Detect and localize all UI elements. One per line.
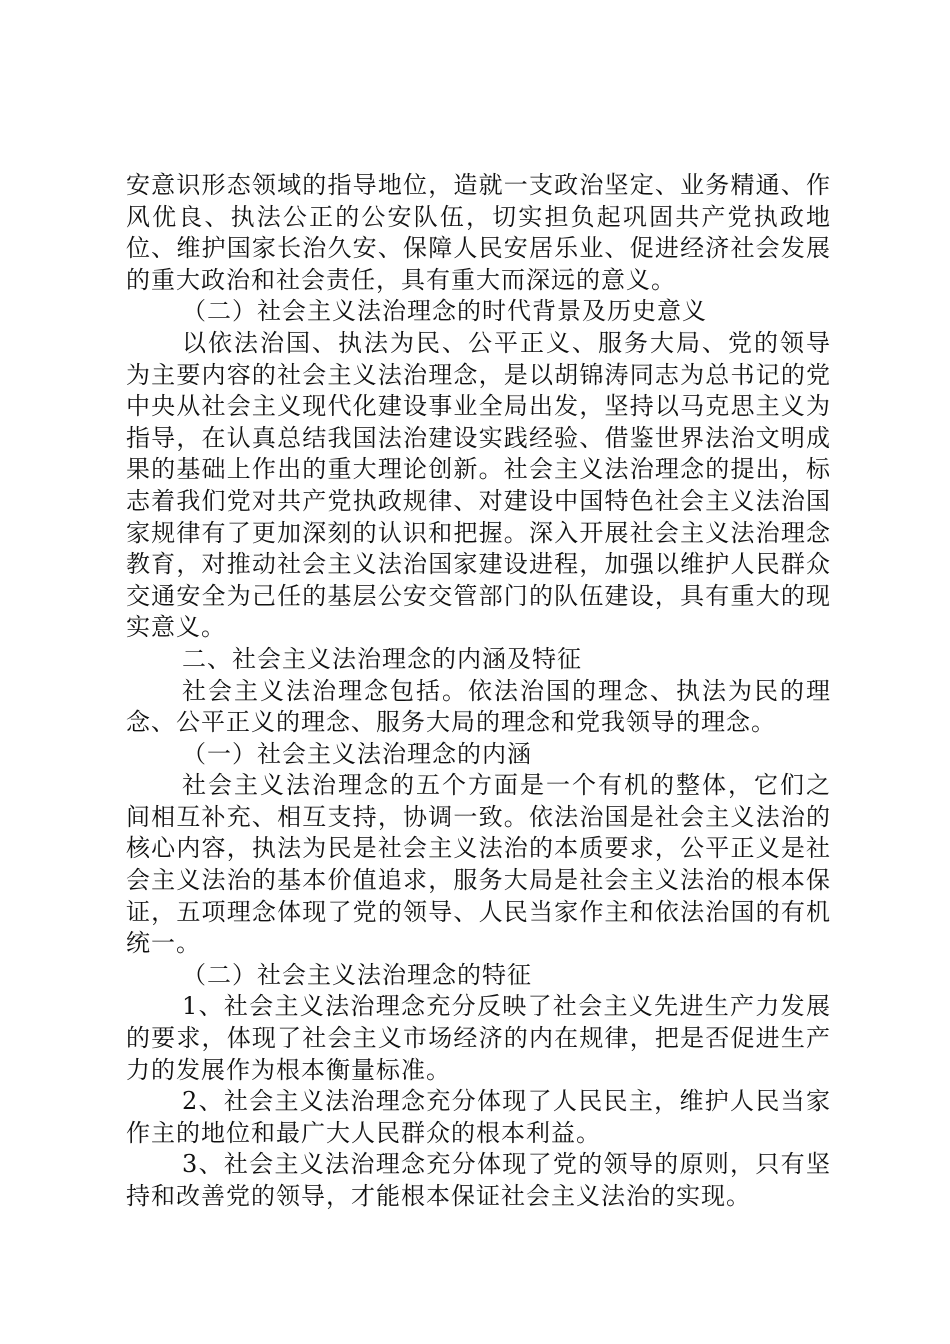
body-paragraph: 以依法治国、执法为民、公平正义、服务大局、党的领导为主要内容的社会主义法治理念，是以胡锦涛同志为总书记的党中央从社会主义现代化建设事业全局出发，坚持以马克思主义为指导，在认真总结我国法治建设实践经验、借鉴世界法治文明成果的基础上作出的重大理论创新。社会主义法治理念的提出，标志着我们党对共产党执政规律、对建设中国特色社会主义法治国家规律有了更加深刻的认识和把握。深入开展社会主义法治理念教育，对推动社会主义法治国家建设进程，加强以维护人民群众交通安全为己任的基层公安交管部门的队伍建设，具有重大的现实意义。 bbox=[126, 328, 831, 642]
body-paragraph: 安意识形态领域的指导地位，造就一支政治坚定、业务精通、作风优良、执法公正的公安队伍，切实担负起巩固共产党执政地位、维护国家长治久安、保障人民安居乐业、促进经济社会发展的重大政治和社会责任，具有重大而深远的意义。 bbox=[126, 171, 831, 294]
section-heading: 二、社会主义法治理念的内涵及特征 bbox=[182, 644, 582, 673]
list-paragraph: 1、社会主义法治理念充分反映了社会主义先进生产力发展的要求，体现了社会主义市场经济的内在规律，把是否促进生产力的发展作为根本衡量标准。 bbox=[126, 992, 831, 1084]
body-paragraph: 社会主义法治理念的五个方面是一个有机的整体，它们之间相互补充、相互支持，协调一致。依法治国是社会主义法治的核心内容，执法为民是社会主义法治的本质要求，公平正义是社会主义法治的基本价值追求，服务大局是社会主义法治的根本保证，五项理念体现了党的领导、人民当家作主和依法治国的有机统一。 bbox=[126, 771, 831, 958]
section-subheading: （一）社会主义法治理念的内涵 bbox=[182, 739, 532, 768]
body-paragraph: 社会主义法治理念包括。依法治国的理念、执法为民的理念、公平正义的理念、服务大局的理念和党我领导的理念。 bbox=[126, 676, 831, 737]
list-paragraph: 3、社会主义法治理念充分体现了党的领导的原则，只有坚持和改善党的领导，才能根本保证社会主义法治的实现。 bbox=[126, 1150, 831, 1210]
section-subheading: （二）社会主义法治理念的特征 bbox=[182, 960, 532, 989]
section-subheading: （二）社会主义法治理念的时代背景及历史意义 bbox=[182, 297, 707, 326]
document-body bbox=[126, 170, 831, 1213]
list-paragraph: 2、社会主义法治理念充分体现了人民民主，维护人民当家作主的地位和最广大人民群众的根本利益。 bbox=[126, 1087, 831, 1147]
